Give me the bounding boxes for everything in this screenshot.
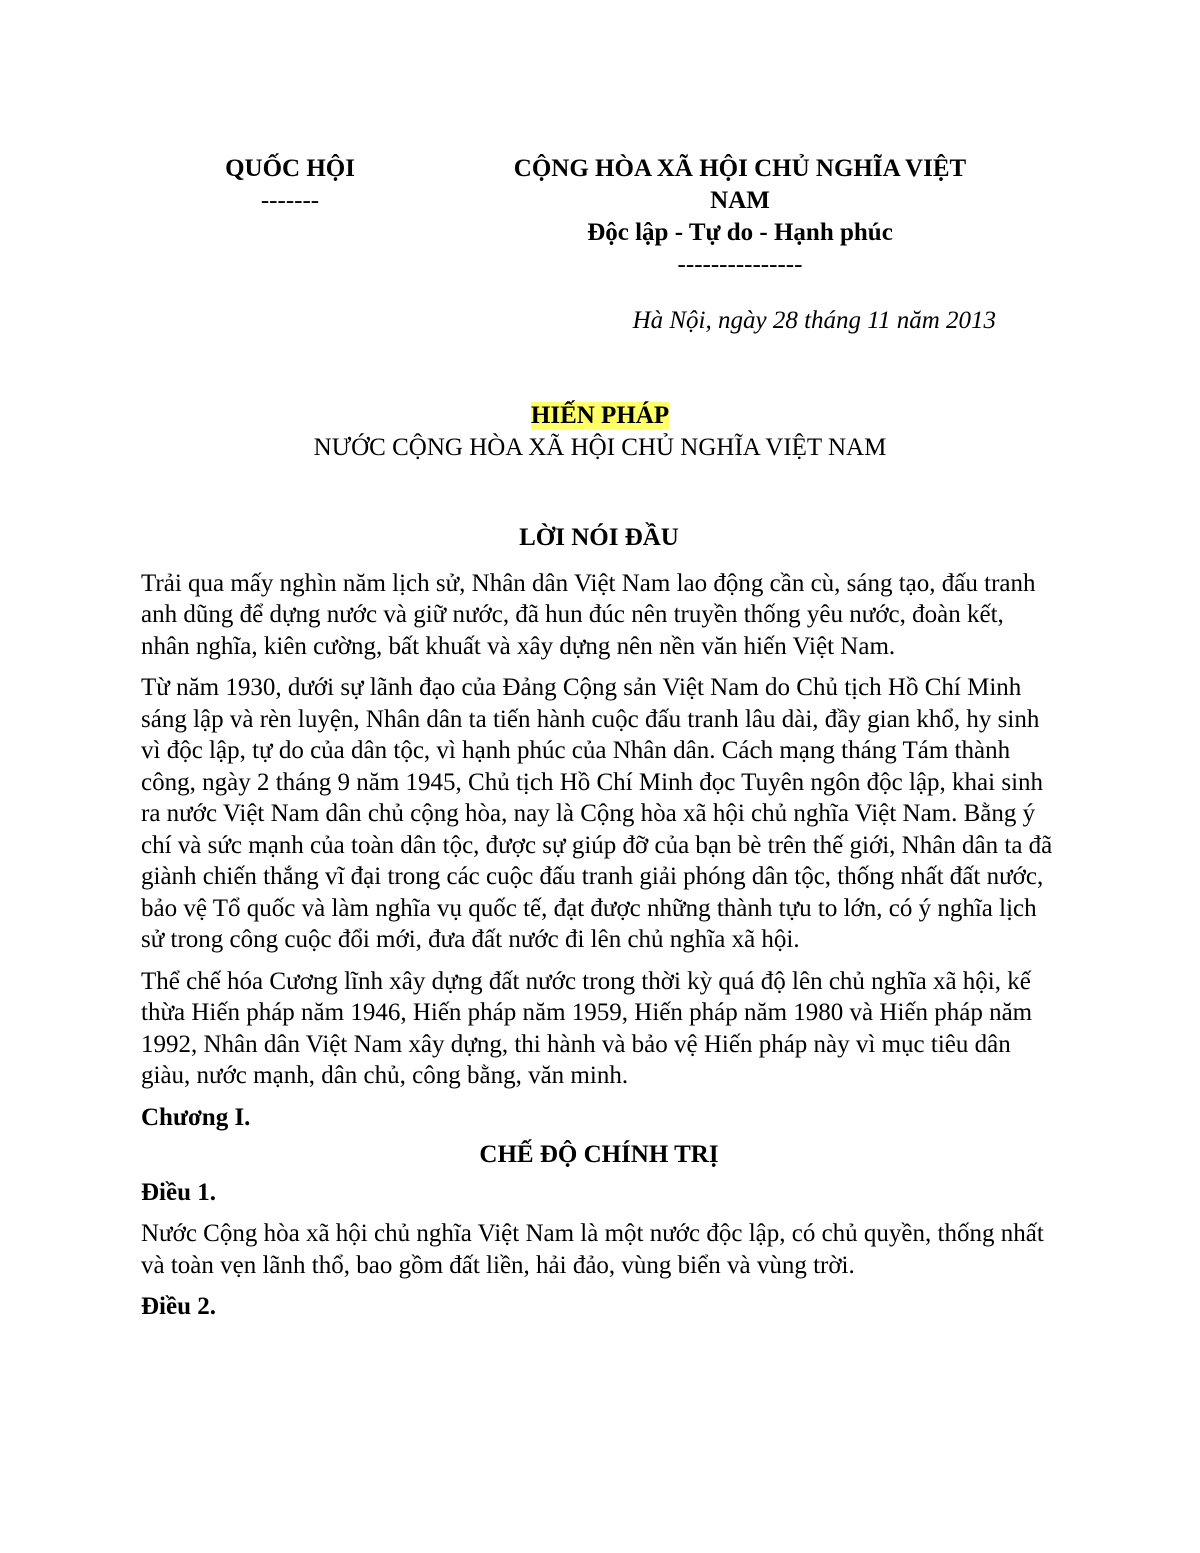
article-label: Điều 1.: [141, 1178, 216, 1206]
issuer-name: QUỐC HỘI: [225, 155, 355, 182]
article-label: Điều 2.: [141, 1293, 216, 1320]
document-title-highlight: HIẾN PHÁP: [530, 402, 670, 429]
article-text: Nước Cộng hòa xã hội chủ nghĩa Việt Nam là một nước độc lập, có chủ quyền, thống nhất và toàn vẹn lãnh thổ, bao gồm đất liền, hải đảo, vùng biển và vùng trời.: [141, 1220, 1044, 1279]
document-title-block: [140, 400, 1060, 464]
chapter-label: Chương I.: [141, 1103, 251, 1131]
document-body: [141, 522, 1057, 1333]
date-line: Hà Nội, ngày 28 tháng 11 năm 2013: [632, 307, 996, 334]
national-title-block: [470, 153, 1010, 281]
preamble-paragraph: Từ năm 1930, dưới sự lãnh đạo của Đảng Cộng sản Việt Nam do Chủ tịch Hồ Chí Minh sáng lập và rèn luyện, Nhân dân ta tiến hành cuộc đấu tranh lâu dài, đầy gian khổ, hy sinh vì độc lập, tự do của dân tộc, vì hạnh phúc của Nhân dân. Cách mạng tháng Tám thành công, ngày 2 tháng 9 năm 1945, Chủ tịch Hồ Chí Minh đọc Tuyên ngôn độc lập, khai sinh ra nước Việt Nam dân chủ cộng hòa, nay là Cộng hòa xã hội chủ nghĩa Việt Nam. Bằng ý chí và sức mạnh của toàn dân tộc, được sự giúp đỡ của bạn bè trên thế giới, Nhân dân ta đã giành chiến thắng vĩ đại trong các cuộc đấu tranh giải phóng dân tộc, thống nhất đất nước, bảo vệ Tổ quốc và làm nghĩa vụ quốc tế, đạt được những thành tựu to lớn, có ý nghĩa lịch sử trong công cuộc đổi mới, đưa đất nước đi lên chủ nghĩa xã hội.: [141, 674, 1053, 953]
national-motto: Độc lập - Tự do - Hạnh phúc: [587, 219, 893, 246]
issuer-block: [200, 153, 380, 217]
document-subtitle: NƯỚC CỘNG HÒA XÃ HỘI CHỦ NGHĨA VIỆT NAM: [313, 434, 887, 461]
issuer-divider: -------: [260, 187, 320, 214]
preamble-heading: LỜI NÓI ĐẦU: [519, 524, 679, 551]
chapter-title: CHẾ ĐỘ CHÍNH TRỊ: [479, 1141, 719, 1168]
document-title: [140, 400, 1060, 432]
preamble-paragraph: Trải qua mấy nghìn năm lịch sử, Nhân dân Việt Nam lao động cần cù, sáng tạo, đấu tranh anh dũng để dựng nước và giữ nước, đã hun đúc nên truyền thống yêu nước, đoàn kết, nhân nghĩa, kiên cường, bất khuất và xây dựng nên nền văn hiến Việt Nam.: [141, 569, 1036, 660]
national-title-line-1: CỘNG HÒA XÃ HỘI CHỦ NGHĨA VIỆT: [513, 155, 967, 182]
preamble-paragraph: Thể chế hóa Cương lĩnh xây dựng đất nước trong thời kỳ quá độ lên chủ nghĩa xã hội, kế thừa Hiến pháp năm 1946, Hiến pháp năm 1959, Hiến pháp năm 1980 và Hiến pháp năm 1992, Nhân dân Việt Nam xây dựng, thi hành và bảo vệ Hiến pháp này vì mục tiêu dân giàu, nước mạnh, dân chủ, công bằng, văn minh.: [141, 967, 1033, 1089]
motto-divider: ---------------: [677, 251, 803, 278]
national-title-line-2: NAM: [710, 187, 770, 214]
